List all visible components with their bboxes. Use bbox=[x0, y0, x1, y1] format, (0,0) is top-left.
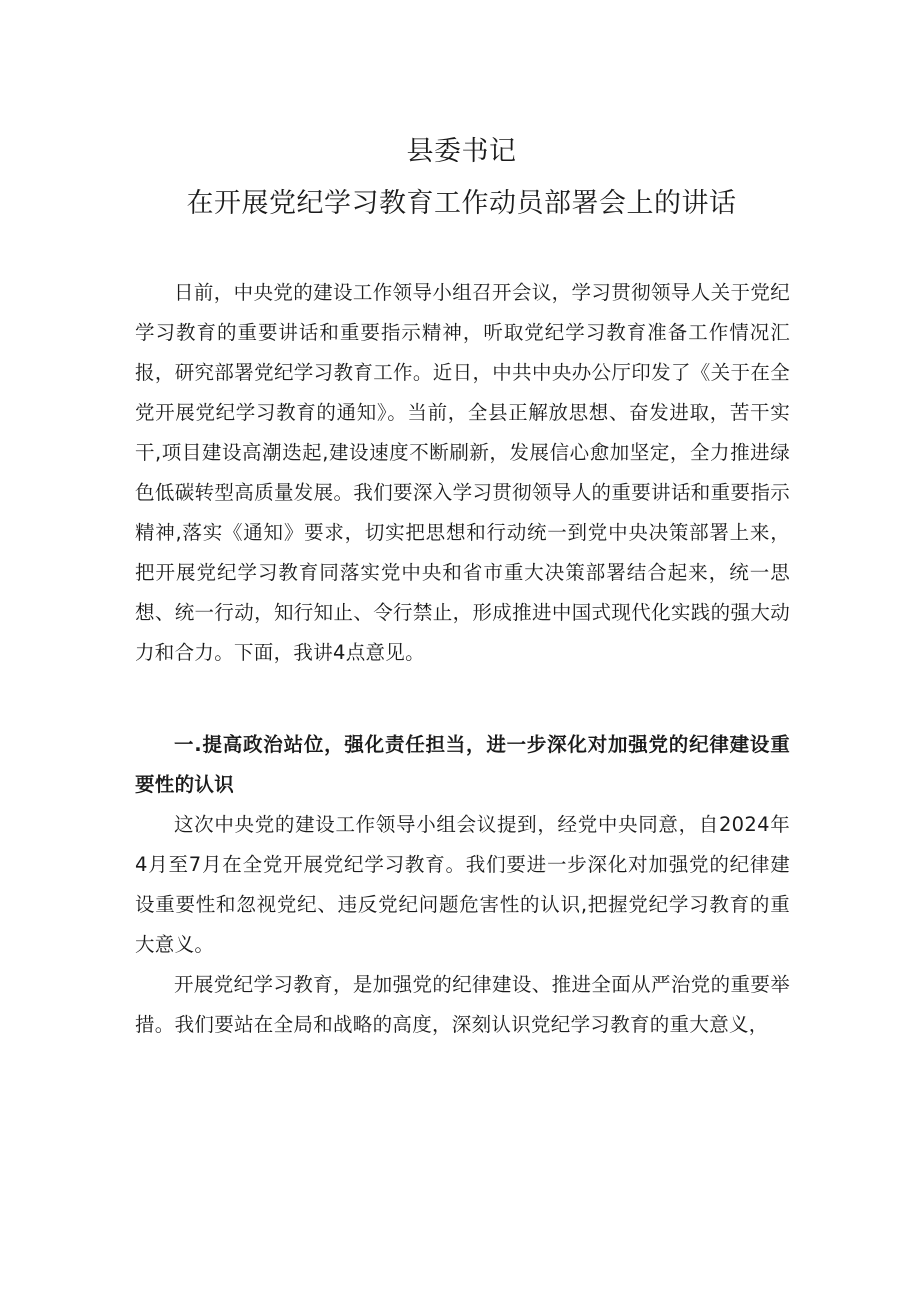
intro-paragraph: 日前，中央党的建设工作领导小组召开会议，学习贯彻领导人关于党纪学习教育的重要讲话和重要指示精神，听取党纪学习教育准备工作情况汇报，研究部署党纪学习教育工作。近日，中共中央办公厅印发了《关于在全党开展党纪学习教育的通知》。当前，全县正解放思想、奋发进取，苦干实干,项目建设高潮迭起,建设速度不断刷新，发展信心愈加坚定，全力推进绿色低碳转型高质量发展。我们要深入学习贯彻领导人的重要讲话和重要指示精神,落实《通知》要求，切实把思想和行动统一到党中央决策部署上来，把开展党纪学习教育同落实党中央和省市重大决策部署结合起来，统一思想、统一行动，知行知止、令行禁止，形成推进中国式现代化实践的强大动力和合力。下面，我讲4点意见。 bbox=[135, 281, 790, 664]
document-title-line-2: 在开展党纪学习教育工作动员部署会上的讲话 bbox=[186, 188, 737, 219]
section-1-paragraph-2: 开展党纪学习教育，是加强党的纪律建设、推进全面从严治党的重要举措。我们要站在全局和战略的高度，深刻认识党纪学习教育的重大意义， bbox=[135, 973, 790, 1036]
document-title-line-1: 县委书记 bbox=[406, 136, 517, 167]
section-1-heading: 一.提高政治站位，强化责任担当，进一步深化对加强党的纪律建设重要性的认识 bbox=[135, 733, 790, 796]
section-1-paragraph-1: 这次中央党的建设工作领导小组会议提到，经党中央同意，自2024年4月至7月在全党开展党纪学习教育。我们要进一步深化对加强党的纪律建设重要性和忽视党纪、违反党纪问题危害性的认识,把握党纪学习教育的重大意义。 bbox=[135, 813, 790, 956]
document-title-block bbox=[133, 126, 790, 230]
